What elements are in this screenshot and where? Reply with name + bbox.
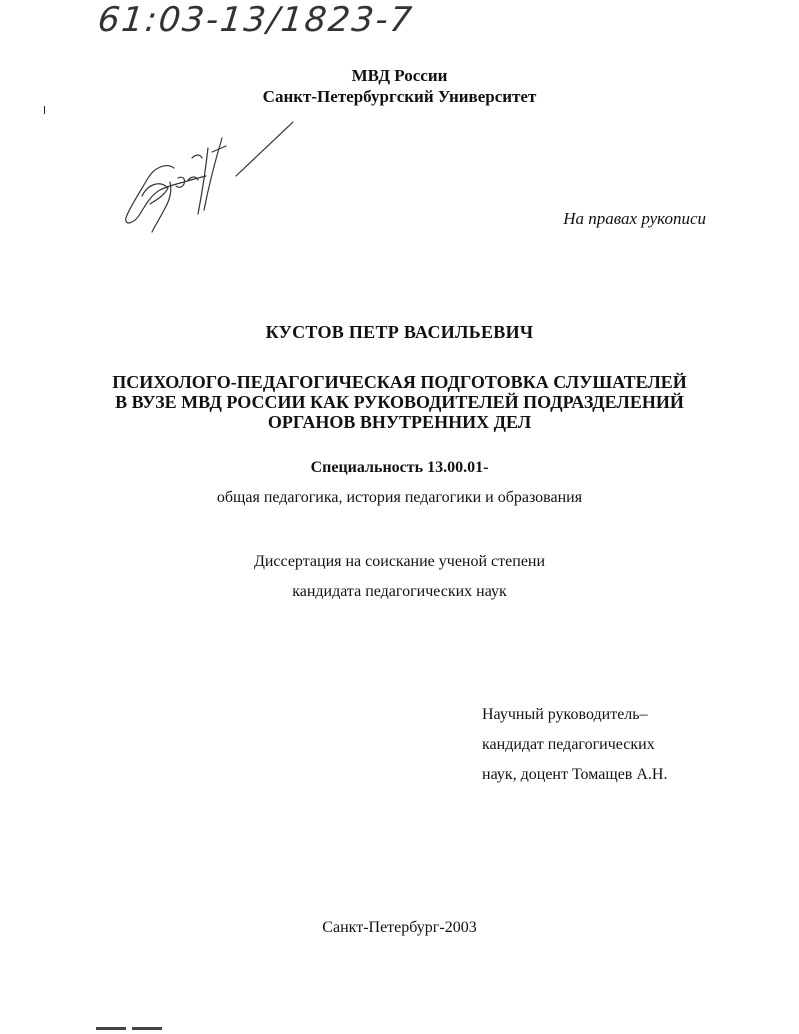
degree-name: кандидата педагогических наук — [292, 583, 507, 600]
advisor-line: наук, доцент Томащев А.Н. — [482, 766, 668, 783]
specialty-code: Специальность 13.00.01- — [310, 459, 489, 476]
specialty-description: общая педагогика, история педагогики и образования — [216, 489, 583, 506]
ministry-name: МВД России — [351, 66, 448, 85]
thesis-title-line: ОРГАНОВ ВНУТРЕННИХ ДЕЛ — [267, 412, 532, 432]
catalog-number-handwritten: 61:03-13/1823-7 — [95, 0, 416, 40]
university-name: Санкт-Петербургский Университет — [262, 87, 537, 106]
scan-edge-mark — [96, 1027, 126, 1030]
scan-edge-mark — [132, 1027, 162, 1030]
thesis-title-line: ПСИХОЛОГО-ПЕДАГОГИЧЕСКАЯ ПОДГОТОВКА СЛУШАТЕЛЕЙ — [112, 372, 687, 392]
advisor-line: кандидат педагогических — [482, 736, 655, 753]
margin-mark — [44, 106, 45, 114]
manuscript-rights-note: На правах рукописи — [563, 209, 706, 228]
scientific-advisor — [482, 700, 667, 790]
advisor-line: Научный руководитель– — [482, 706, 648, 723]
thesis-title-line: В ВУЗЕ МВД РОССИИ КАК РУКОВОДИТЕЛЕЙ ПОДРАЗДЕЛЕНИЙ — [115, 392, 684, 412]
thesis-title — [0, 372, 799, 432]
author-name: КУСТОВ ПЕТР ВАСИЛЬЕВИЧ — [265, 322, 534, 342]
signature-icon — [118, 118, 303, 236]
degree-statement: Диссертация на соискание ученой степени — [253, 553, 546, 570]
city-and-year: Санкт-Петербург-2003 — [322, 919, 477, 936]
